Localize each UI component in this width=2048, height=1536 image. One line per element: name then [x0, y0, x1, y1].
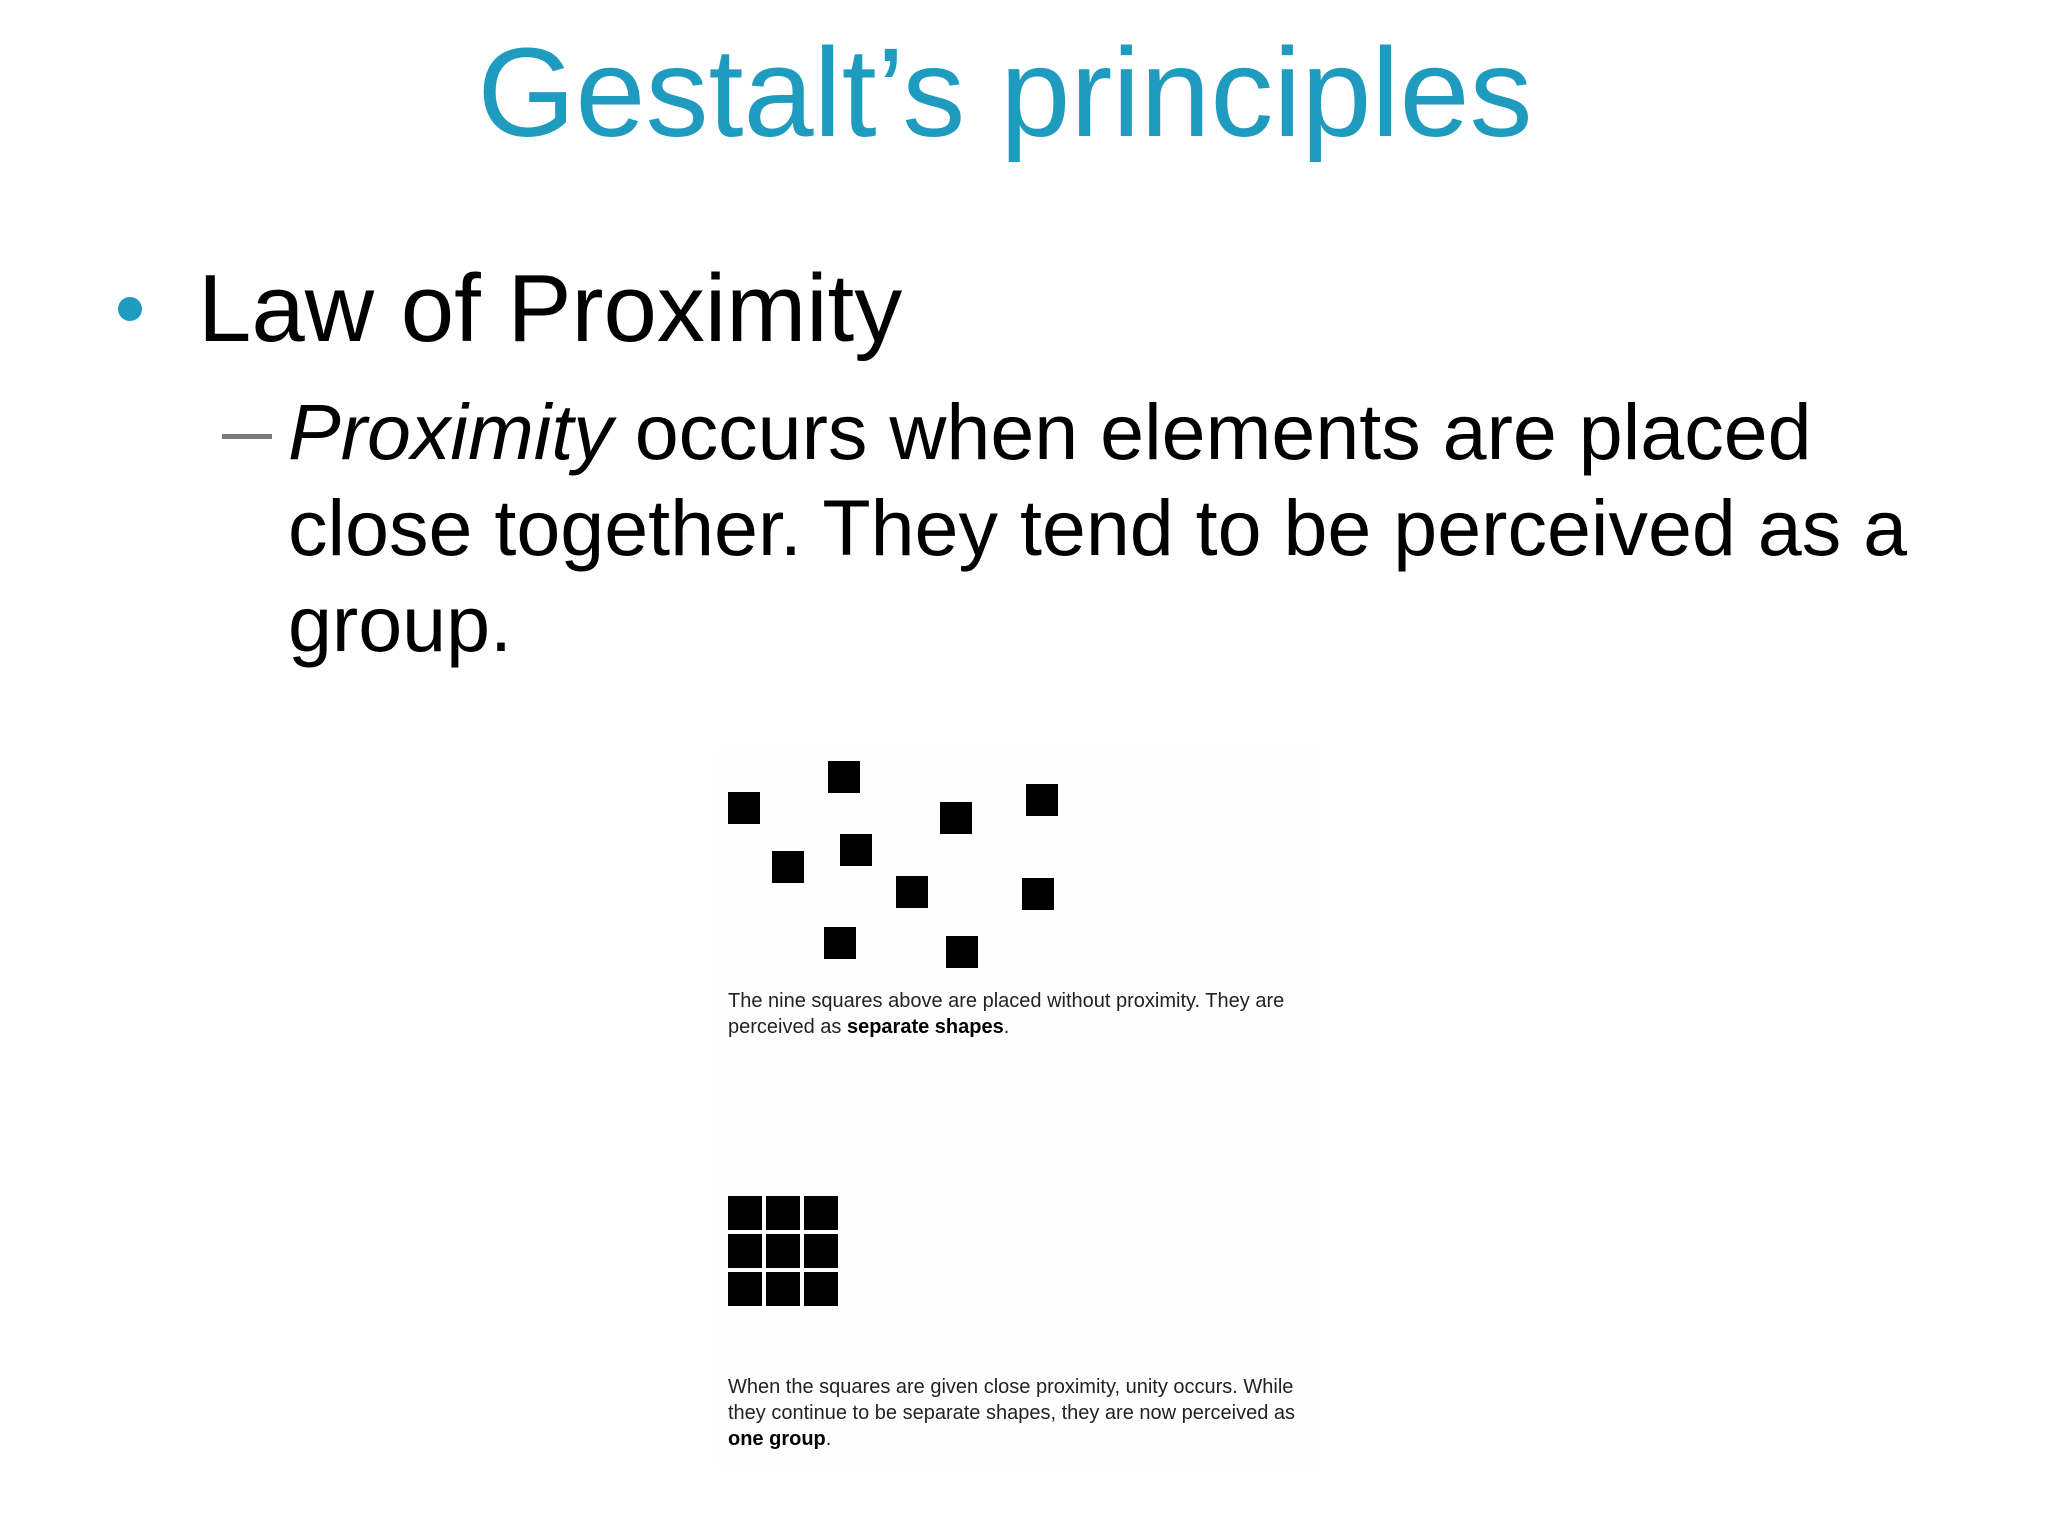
square — [946, 936, 978, 968]
bullet-text: Law of Proximity — [198, 255, 903, 362]
square — [766, 1272, 800, 1306]
sub-bullet-body: occurs when elements are placed close together. They tend to be perceived as a group. — [288, 387, 1908, 668]
caption-group-text: When the squares are given close proximity, unity occurs. While they continue to be separate shapes, they are now perceived as — [728, 1376, 1296, 1424]
caption-group-bold: one group — [728, 1428, 826, 1450]
caption-separate-text: The nine squares above are placed without proximity. They are perceived as — [728, 990, 1285, 1038]
sub-bullet-text — [288, 384, 2008, 672]
slide-title: Gestalt’s principles — [477, 22, 1533, 163]
square — [772, 851, 804, 883]
square — [728, 1272, 762, 1306]
scattered-squares — [718, 748, 1318, 978]
square — [728, 792, 760, 824]
square — [728, 1196, 762, 1230]
square — [804, 1234, 838, 1268]
square — [728, 1234, 762, 1268]
square — [804, 1272, 838, 1306]
square — [1022, 878, 1054, 910]
dash-icon — [222, 434, 272, 439]
square — [804, 1196, 838, 1230]
caption-group — [728, 1374, 1308, 1452]
square — [766, 1234, 800, 1268]
square — [828, 761, 860, 793]
square — [840, 834, 872, 866]
caption-group-end: . — [825, 1428, 832, 1450]
square — [1026, 784, 1058, 816]
square — [896, 876, 928, 908]
grouped-squares — [728, 1196, 838, 1306]
proximity-figure — [718, 748, 1318, 1468]
caption-separate-bold: separate shapes — [846, 1016, 1004, 1038]
bullet-item — [118, 254, 902, 364]
square — [766, 1196, 800, 1230]
square — [940, 802, 972, 834]
caption-separate-end: . — [1003, 1016, 1010, 1038]
bullet-dot-icon — [118, 297, 142, 321]
square — [824, 927, 856, 959]
sub-bullet-emphasis: Proximity — [288, 387, 613, 476]
caption-separate — [728, 988, 1308, 1040]
